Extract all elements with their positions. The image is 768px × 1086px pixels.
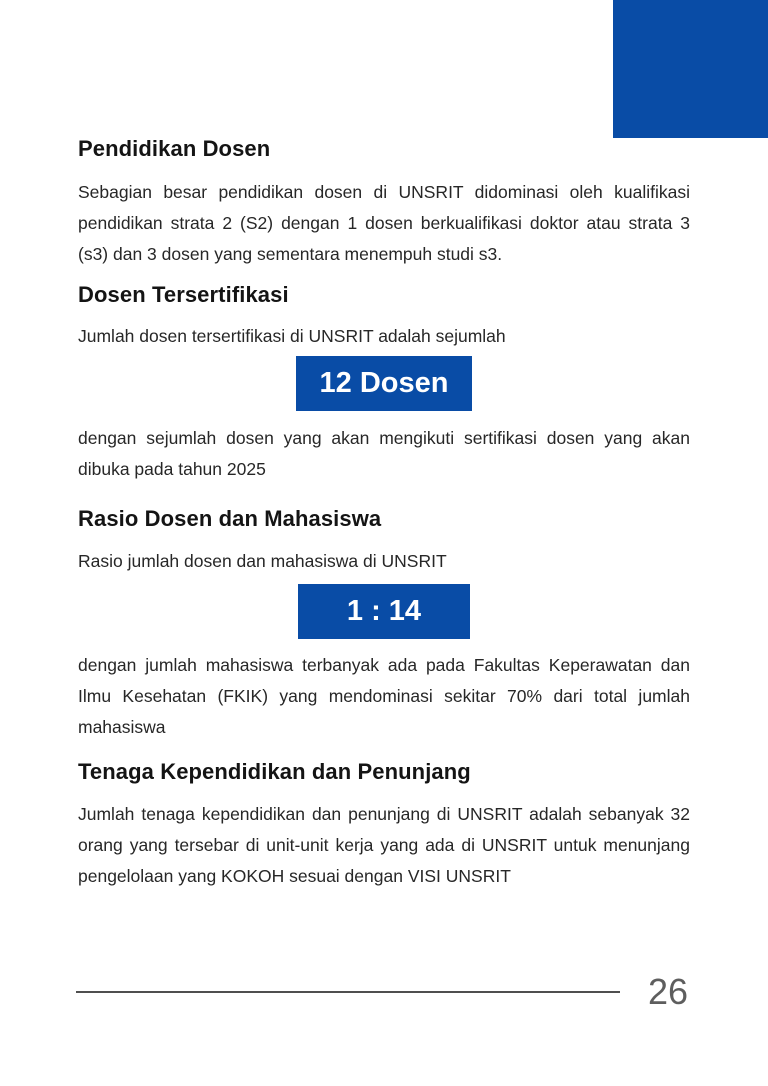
intro-rasio-dosen-mahasiswa: Rasio jumlah dosen dan mahasiswa di UNSRIT: [78, 551, 447, 571]
paragraph-rasio-dosen-mahasiswa: dengan jumlah mahasiswa terbanyak ada pada Fakultas Keperawatan dan Ilmu Kesehatan (FKIK) yang mendominasi sekitar 70% dari total jumlah mahasiswa: [78, 655, 690, 737]
paragraph-pendidikan-dosen: Sebagian besar pendidikan dosen di UNSRIT didominasi oleh kualifikasi pendidikan strata 2 (S2) dengan 1 dosen berkualifikasi doktor atau strata 3 (s3) dan 3 dosen yang sementara menempuh studi s3.: [78, 182, 690, 264]
stat-badge-dosen-count: 12 Dosen: [296, 356, 473, 411]
paragraph-dosen-tersertifikasi: dengan sejumlah dosen yang akan mengikuti sertifikasi dosen yang akan dibuka pada tahun 2025: [78, 428, 690, 479]
footer-divider-line: [76, 991, 620, 993]
stat-badge-rasio: 1 : 14: [298, 584, 470, 639]
badge-row-rasio: [78, 584, 690, 639]
section-heading-dosen-tersertifikasi: Dosen Tersertifikasi: [78, 282, 289, 307]
paragraph-tenaga-kependidikan: Jumlah tenaga kependidikan dan penunjang di UNSRIT adalah sebanyak 32 orang yang tersebar di unit-unit kerja yang ada di UNSRIT untuk menunjang pengelolaan yang KOKOH sesuai dengan VISI UNSRIT: [78, 804, 690, 886]
badge-row-dosen: [78, 356, 690, 411]
page-number: 26: [647, 971, 688, 1012]
section-heading-tenaga-kependidikan: Tenaga Kependidikan dan Penunjang: [78, 759, 471, 784]
section-heading-rasio-dosen-mahasiswa: Rasio Dosen dan Mahasiswa: [78, 506, 382, 531]
intro-dosen-tersertifikasi: Jumlah dosen tersertifikasi di UNSRIT adalah sejumlah: [78, 326, 506, 346]
page-footer: [76, 972, 688, 1012]
section-heading-pendidikan-dosen: Pendidikan Dosen: [78, 136, 271, 161]
page-content: [78, 0, 690, 892]
